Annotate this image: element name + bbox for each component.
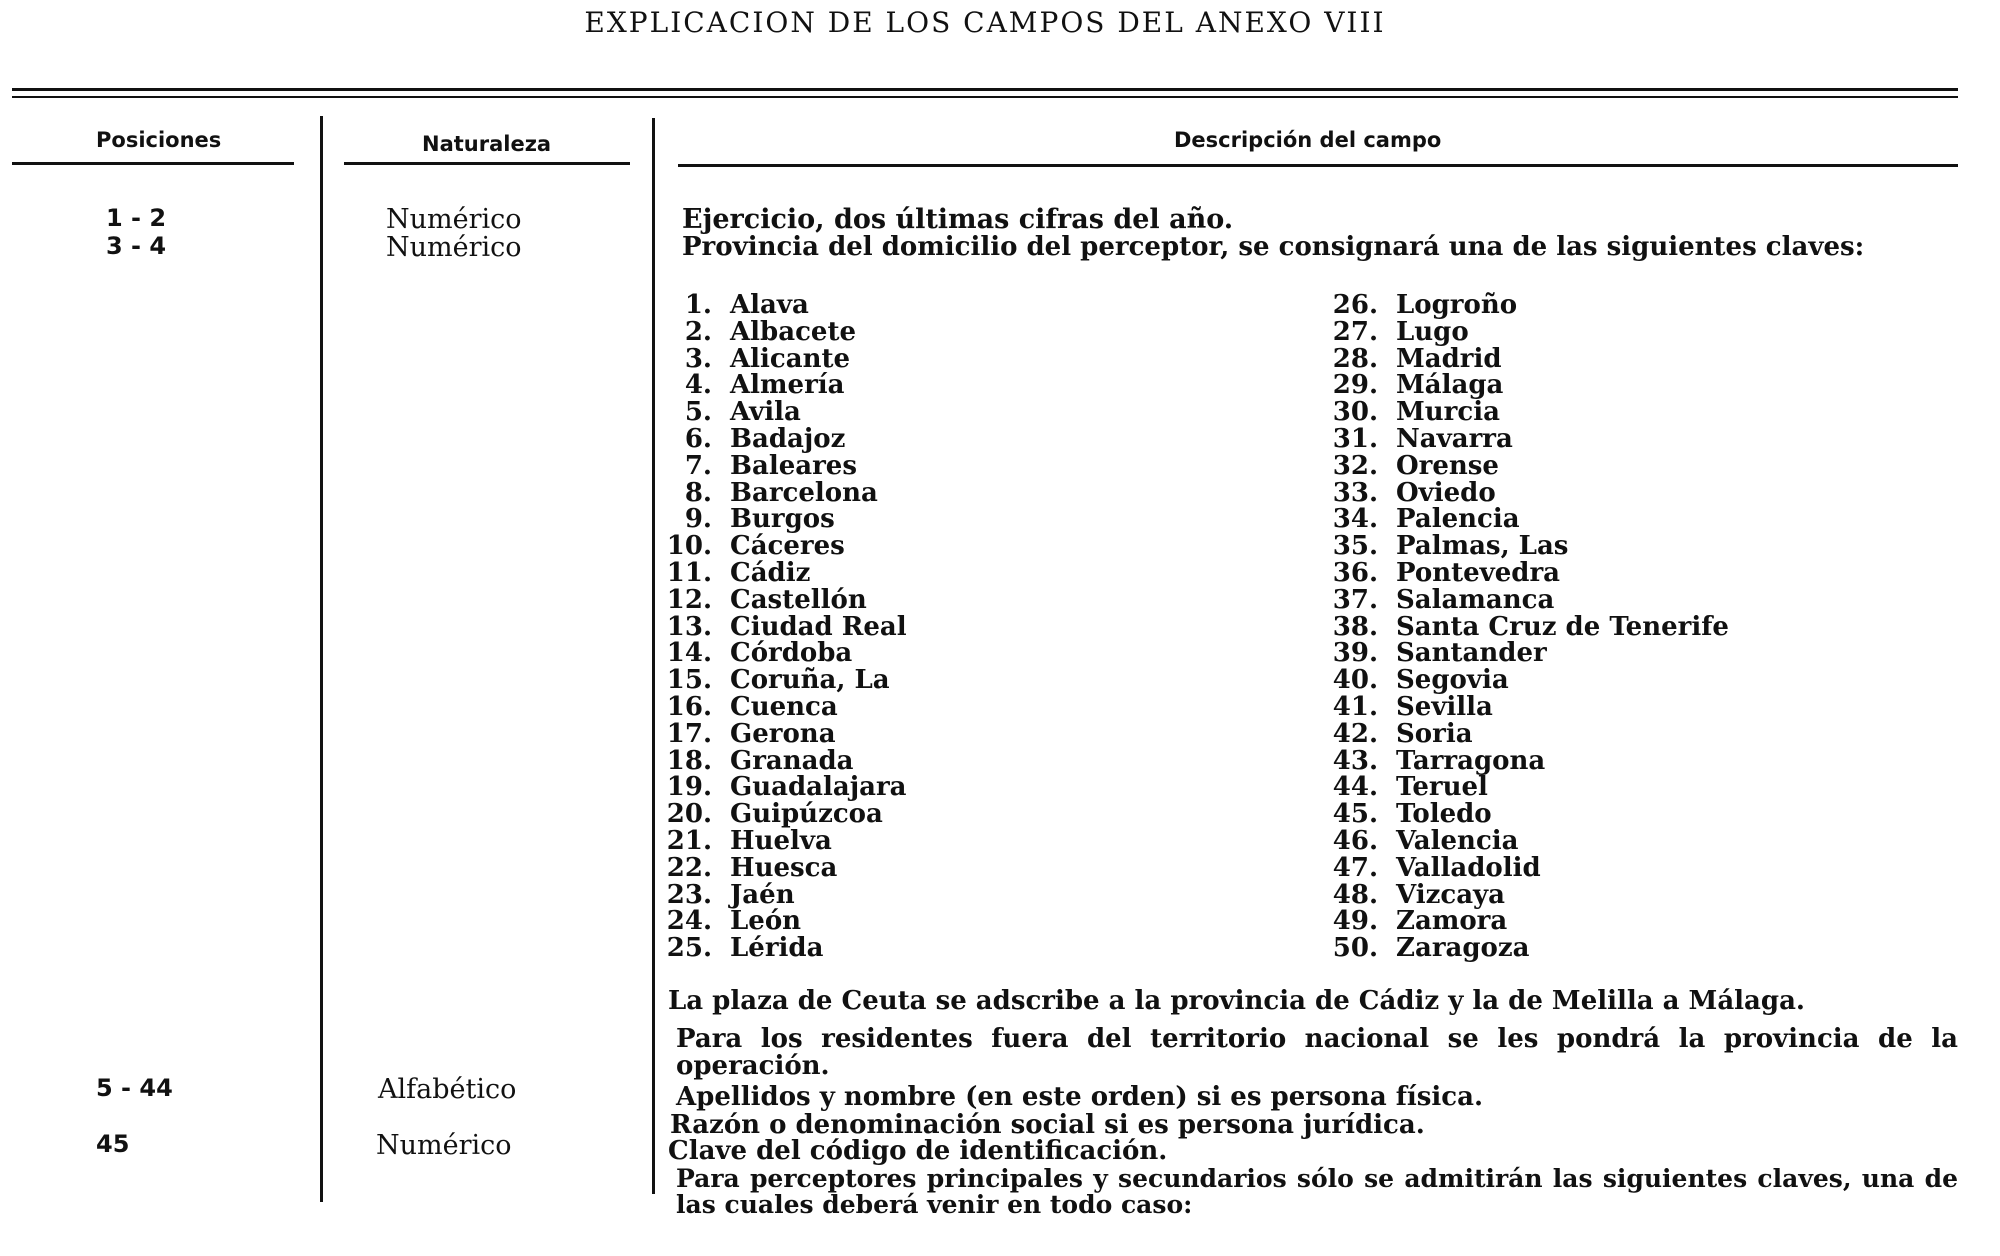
province-name: Vizcaya	[1396, 879, 1505, 910]
province-number: 22.	[666, 852, 712, 883]
province-name: Navarra	[1396, 424, 1513, 454]
row-4-descripcion: Clave del código de identificación.	[668, 1136, 1168, 1166]
province-name: Jaén	[730, 879, 795, 910]
header-naturaleza: Naturaleza	[422, 132, 552, 156]
header-rule-descripcion	[678, 164, 1958, 167]
province-name: Valladolid	[1396, 852, 1541, 883]
province-name: Granada	[730, 745, 854, 776]
province-number: 7.	[684, 450, 712, 481]
province-name: Cuenca	[730, 692, 838, 722]
note-residentes: Para los residentes fuera del territorio nacional se les pondrá la provincia de la operación.	[676, 1024, 1958, 1081]
top-rule-2	[12, 96, 1958, 98]
province-number: 39.	[1332, 638, 1378, 669]
province-item	[650, 397, 801, 427]
province-item	[1316, 853, 1541, 883]
row-2-naturaleza: Numérico	[386, 232, 522, 263]
province-item	[1316, 290, 1517, 320]
province-name: Cáceres	[730, 531, 845, 562]
province-name: Lugo	[1396, 316, 1469, 347]
note-ceuta: La plaza de Ceuta se adscribe a la provincia de Cádiz y la de Melilla a Málaga.	[668, 986, 1805, 1016]
province-item	[1316, 746, 1545, 776]
province-item	[650, 853, 837, 883]
province-number: 17.	[666, 718, 712, 749]
province-number: 23.	[666, 879, 712, 910]
province-number: 42.	[1332, 718, 1378, 749]
row-1-naturaleza: Numérico	[386, 204, 522, 235]
row-3-posiciones: 5 - 44	[96, 1074, 173, 1102]
column-divider-1	[320, 116, 323, 1202]
province-item	[1316, 504, 1520, 534]
province-number: 46.	[1332, 826, 1378, 856]
province-item	[650, 585, 867, 615]
province-name: Coruña, La	[730, 665, 890, 696]
page-title: EXPLICACION DE LOS CAMPOS DEL ANEXO VIII	[584, 6, 1386, 39]
province-name: León	[730, 906, 802, 937]
province-name: Toledo	[1396, 799, 1492, 830]
province-name: Alicante	[730, 343, 851, 374]
province-item	[650, 692, 838, 722]
row-4-naturaleza: Numérico	[376, 1130, 512, 1161]
province-name: Albacete	[730, 316, 857, 347]
province-number: 47.	[1332, 852, 1378, 883]
province-item	[650, 933, 823, 963]
province-number: 18.	[666, 745, 712, 776]
province-number: 4.	[684, 370, 712, 401]
province-item	[1316, 531, 1568, 561]
province-name: Sevilla	[1396, 692, 1493, 722]
province-number: 43.	[1332, 745, 1378, 776]
province-name: Zamora	[1396, 906, 1508, 937]
province-name: Baleares	[730, 450, 857, 481]
province-name: Guadalajara	[730, 772, 907, 803]
province-name: Teruel	[1396, 772, 1488, 803]
province-number: 36.	[1332, 558, 1378, 588]
province-item	[1316, 344, 1502, 374]
province-number: 44.	[1332, 772, 1378, 803]
province-name: Zaragoza	[1396, 933, 1530, 964]
province-item	[1316, 826, 1519, 856]
header-rule-posiciones	[12, 162, 294, 165]
province-item	[650, 558, 810, 588]
province-number: 8.	[684, 477, 712, 508]
province-name: Segovia	[1396, 665, 1509, 696]
province-item	[650, 799, 883, 829]
row-1-posiciones: 1 - 2	[106, 204, 167, 232]
row-2-posiciones: 3 - 4	[106, 232, 167, 260]
province-name: Burgos	[730, 504, 835, 535]
province-name: Santa Cruz de Tenerife	[1396, 611, 1729, 642]
province-number: 41.	[1332, 692, 1378, 722]
province-item	[650, 638, 852, 668]
province-number: 38.	[1332, 611, 1378, 642]
province-number: 20.	[666, 799, 712, 830]
province-name: Alava	[730, 290, 809, 320]
province-item	[1316, 772, 1488, 802]
province-item	[650, 344, 850, 374]
province-name: Logroño	[1396, 290, 1518, 320]
province-item	[1316, 880, 1505, 910]
province-item	[650, 826, 832, 856]
province-item	[650, 719, 836, 749]
province-number: 10.	[666, 531, 712, 562]
province-item	[650, 746, 854, 776]
province-name: Guipúzcoa	[730, 799, 883, 830]
province-name: Gerona	[730, 718, 836, 749]
province-number: 29.	[1332, 370, 1378, 401]
province-item	[1316, 397, 1500, 427]
row-2-descripcion: Provincia del domicilio del perceptor, se consignará una de las siguientes claves:	[682, 232, 1865, 262]
province-item	[1316, 692, 1493, 722]
province-item	[1316, 906, 1507, 936]
province-number: 14.	[666, 638, 712, 669]
province-number: 13.	[666, 611, 712, 642]
province-number: 31.	[1332, 424, 1378, 454]
province-name: Málaga	[1396, 370, 1504, 401]
province-item	[1316, 478, 1496, 508]
province-number: 24.	[666, 906, 712, 937]
province-name: Castellón	[730, 584, 867, 615]
province-item	[650, 880, 795, 910]
province-item	[650, 612, 907, 642]
province-item	[1316, 558, 1560, 588]
province-item	[1316, 612, 1729, 642]
row-4-extra: Para perceptores principales y secundarios sólo se admitirán las siguientes claves, una de las cuales deberá venir en todo caso:	[676, 1164, 1958, 1219]
row-4-posiciones: 45	[96, 1130, 130, 1158]
province-item	[650, 665, 890, 695]
province-name: Salamanca	[1396, 584, 1555, 615]
province-number: 2.	[684, 316, 712, 347]
province-name: Santander	[1396, 638, 1547, 669]
province-name: Córdoba	[730, 638, 853, 669]
province-item	[1316, 451, 1499, 481]
province-item	[1316, 638, 1547, 668]
province-name: Cádiz	[730, 558, 811, 588]
province-name: Palencia	[1396, 504, 1520, 535]
row-3-naturaleza: Alfabético	[378, 1074, 517, 1105]
province-number: 33.	[1332, 477, 1378, 508]
province-name: Avila	[730, 397, 801, 428]
province-name: Huesca	[730, 852, 838, 883]
province-item	[650, 504, 835, 534]
province-number: 12.	[666, 584, 712, 615]
province-number: 3.	[684, 343, 712, 374]
province-number: 37.	[1332, 584, 1378, 615]
province-number: 40.	[1332, 665, 1378, 696]
province-number: 5.	[684, 397, 712, 428]
province-number: 19.	[666, 772, 712, 803]
province-item	[1316, 799, 1492, 829]
province-name: Huelva	[730, 826, 832, 856]
province-name: Almería	[730, 370, 845, 401]
province-item	[1316, 370, 1503, 400]
province-number: 34.	[1332, 504, 1378, 535]
province-name: Soria	[1396, 718, 1473, 749]
province-number: 49.	[1332, 906, 1378, 937]
province-item	[1316, 317, 1469, 347]
province-number: 27.	[1332, 316, 1378, 347]
header-rule-naturaleza	[344, 162, 630, 165]
row-1-descripcion: Ejercicio, dos últimas cifras del año.	[682, 204, 1234, 235]
province-name: Orense	[1396, 450, 1499, 481]
province-item	[1316, 585, 1554, 615]
province-number: 48.	[1332, 879, 1378, 910]
row-3-extra: Razón o denominación social si es persona jurídica.	[670, 1110, 1425, 1140]
province-item	[650, 531, 845, 561]
province-number: 15.	[666, 665, 712, 696]
top-rule	[12, 88, 1958, 91]
province-name: Madrid	[1396, 343, 1502, 374]
province-number: 26.	[1332, 290, 1378, 320]
province-item	[1316, 933, 1530, 963]
province-number: 25.	[666, 933, 712, 964]
province-name: Tarragona	[1396, 745, 1546, 776]
province-item	[650, 370, 845, 400]
province-name: Barcelona	[730, 477, 878, 508]
province-name: Lérida	[730, 933, 824, 964]
province-item	[1316, 424, 1513, 454]
province-number: 11.	[666, 558, 712, 588]
province-item	[650, 317, 856, 347]
province-item	[1316, 665, 1509, 695]
province-name: Murcia	[1396, 397, 1500, 428]
province-name: Badajoz	[730, 424, 846, 454]
province-item	[650, 451, 857, 481]
province-number: 32.	[1332, 450, 1378, 481]
province-item	[650, 478, 878, 508]
province-number: 50.	[1332, 933, 1378, 964]
province-item	[650, 424, 845, 454]
province-number: 1.	[684, 290, 712, 320]
row-3-descripcion: Apellidos y nombre (en este orden) si es persona física.	[676, 1082, 1484, 1112]
province-name: Ciudad Real	[730, 611, 907, 642]
province-item	[1316, 719, 1473, 749]
province-name: Pontevedra	[1396, 558, 1561, 588]
province-item	[650, 290, 809, 320]
province-number: 30.	[1332, 397, 1378, 428]
province-number: 28.	[1332, 343, 1378, 374]
province-item	[650, 906, 801, 936]
province-name: Oviedo	[1396, 477, 1496, 508]
province-number: 35.	[1332, 531, 1378, 562]
province-number: 45.	[1332, 799, 1378, 830]
province-number: 16.	[666, 692, 712, 722]
header-descripcion: Descripción del campo	[1174, 128, 1442, 152]
province-name: Valencia	[1396, 826, 1519, 856]
province-number: 9.	[684, 504, 712, 535]
province-number: 6.	[684, 424, 712, 454]
province-item	[650, 772, 907, 802]
province-number: 21.	[666, 826, 712, 856]
header-posiciones: Posiciones	[96, 128, 222, 152]
province-name: Palmas, Las	[1396, 531, 1569, 562]
